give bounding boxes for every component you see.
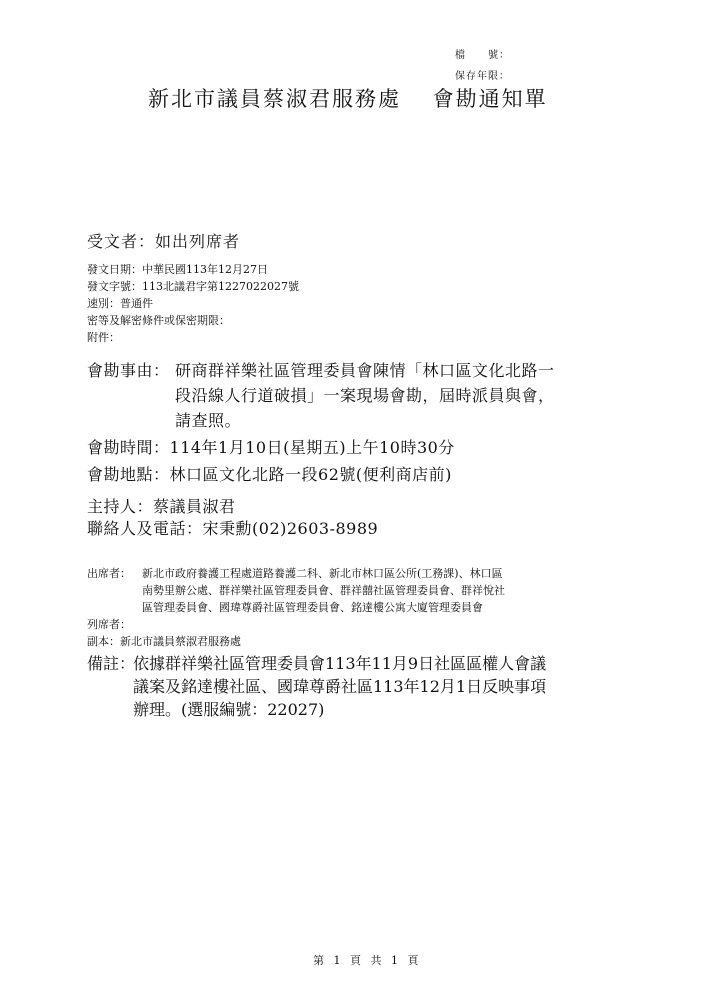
inspection-place-line	[87, 462, 452, 485]
note-label: 備註：	[87, 654, 136, 673]
inspection-time-value: 114年1月10日(星期五)上午10時30分	[169, 438, 455, 457]
issue-date-line	[87, 261, 268, 277]
inspection-time-line	[87, 435, 455, 458]
speed-value: 普通件	[120, 297, 153, 310]
doc-number-value: 113北議君字第1227022027號	[142, 280, 299, 293]
copy-value: 新北市議員蔡淑君服務處	[120, 635, 241, 648]
inspection-time-label: 會勘時間：	[87, 438, 170, 457]
attendees-line-3: 區管理委員會、國瑋尊爵社區管理委員會、銘達樓公寓大廈管理委員會	[142, 601, 483, 614]
retention-period-label: 保存年限：	[455, 71, 510, 82]
observers-label: 列席者：	[87, 618, 131, 631]
copy-label: 副本：	[87, 635, 120, 648]
attendees-line-1: 新北市政府養護工程處道路養護二科、新北市林口區公所(工務課)、林口區	[142, 567, 503, 580]
secrecy-label: 密等及解密條件或保密期限：	[87, 314, 230, 327]
attendees-line-2: 南勢里辦公處、群祥樂社區管理委員會、群祥囍社區管理委員會、群祥悅社	[142, 584, 505, 597]
contact-label: 聯絡人及電話：	[87, 519, 203, 538]
file-number-label: 檔 號：	[455, 50, 510, 61]
doc-number-label: 發文字號：	[87, 280, 142, 293]
note-line-3: 辦理。(選服編號：22027)	[133, 700, 325, 719]
host-value: 蔡議員淑君	[153, 497, 236, 516]
reason-line-3: 請查照。	[175, 411, 242, 430]
attendees-label: 出席者：	[87, 567, 131, 580]
attachment-label: 附件：	[87, 331, 120, 344]
inspection-place-value: 林口區文化北路一段62號(便利商店前)	[169, 465, 452, 484]
page-number: 第 1 頁 共 1 頁	[313, 954, 422, 967]
host-label: 主持人：	[87, 497, 154, 516]
issue-date-value: 中華民國113年12月27日	[142, 263, 268, 276]
recipient-line	[87, 229, 240, 252]
contact-line	[87, 516, 378, 539]
reason-label: 會勘事由：	[87, 361, 170, 380]
doc-number-line	[87, 278, 299, 294]
inspection-place-label: 會勘地點：	[87, 465, 170, 484]
note-line-2: 議案及銘達樓社區、國瑋尊爵社區113年12月1日反映事項	[133, 677, 547, 696]
recipient-label: 受文者：	[87, 232, 156, 251]
issue-date-label: 發文日期：	[87, 263, 142, 276]
note-line-1: 依據群祥樂社區管理委員會113年11月9日社區區權人會議	[133, 654, 547, 673]
host-line	[87, 494, 236, 517]
copy-line	[87, 633, 241, 651]
speed-label: 速別：	[87, 297, 120, 310]
speed-line	[87, 295, 153, 311]
contact-value: 宋秉勳(02)2603-8989	[202, 519, 379, 538]
reason-line-1: 研商群祥樂社區管理委員會陳情「林口區文化北路一	[175, 361, 555, 380]
recipient-value: 如出列席者	[155, 232, 241, 251]
document-title: 新北市議員蔡淑君服務處 會勘通知單	[148, 87, 548, 111]
reason-line-2: 段沿線人行道破損」一案現場會勘，屆時派員與會，	[175, 386, 555, 405]
